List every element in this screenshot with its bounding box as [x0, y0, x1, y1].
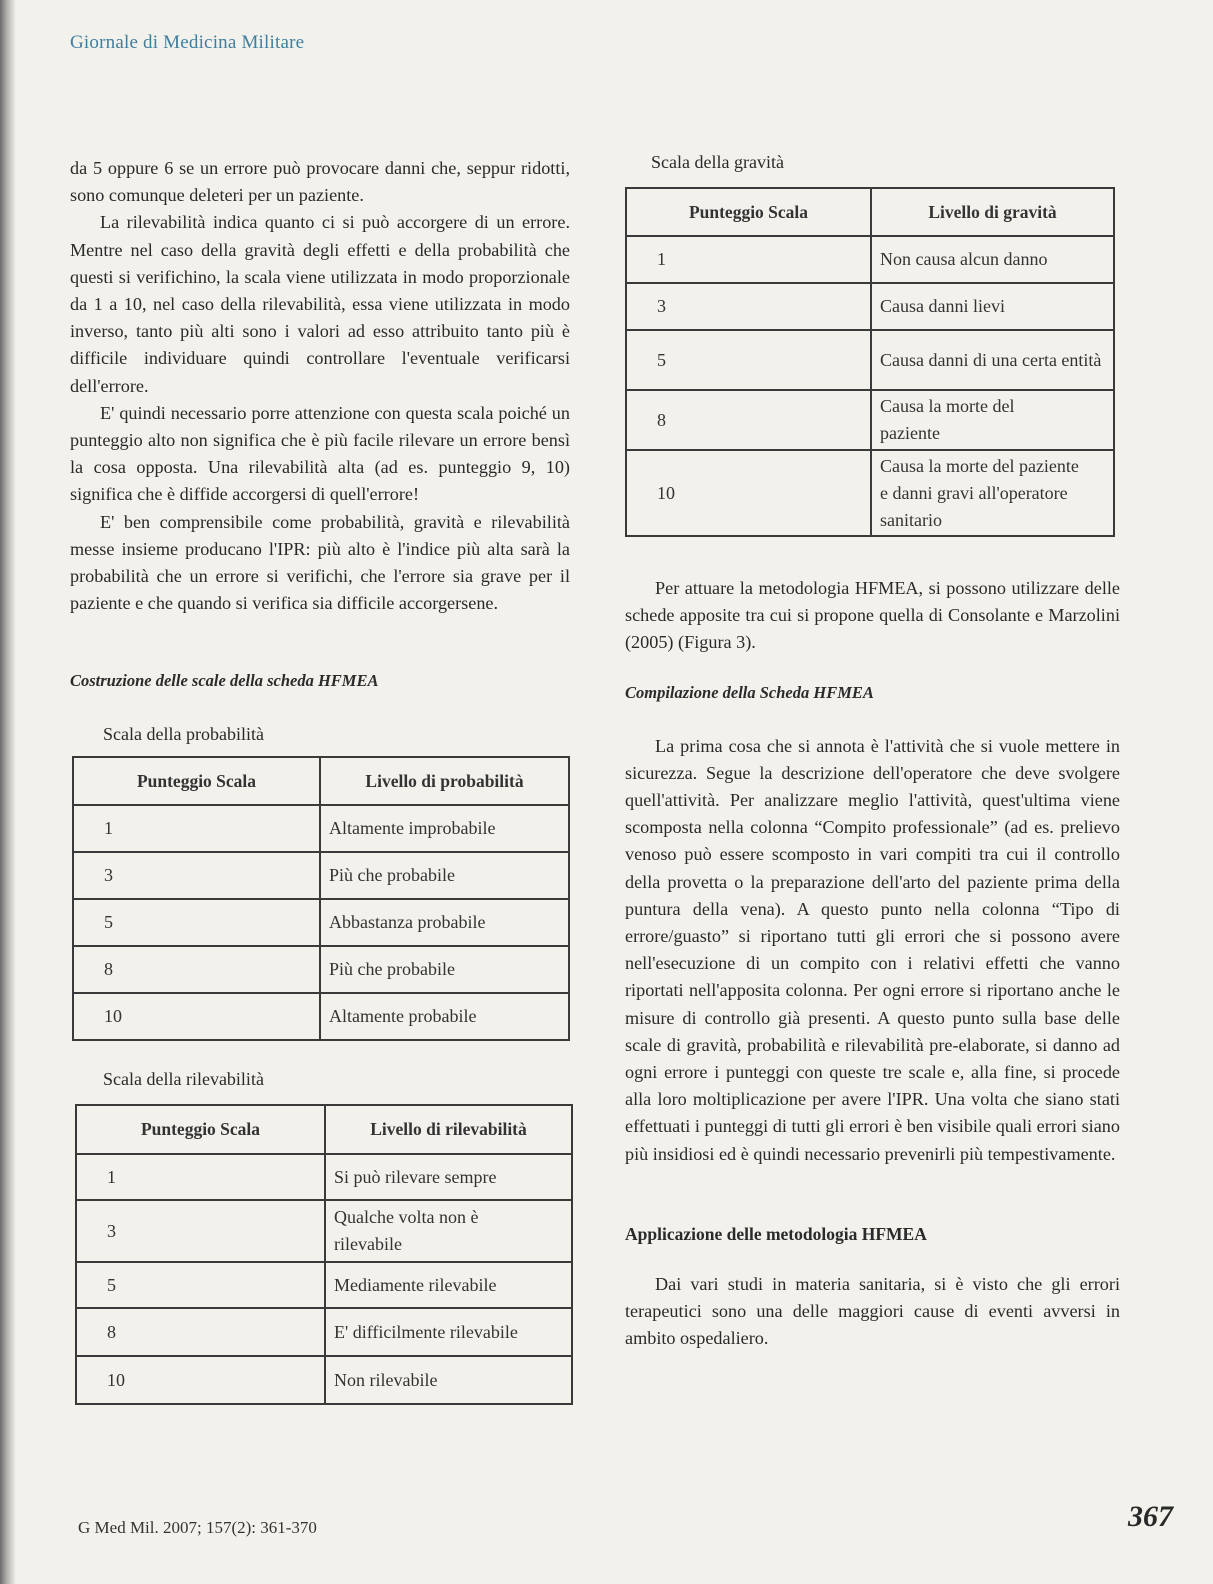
score-cell: 3	[626, 283, 871, 330]
level-cell: Causa la morte del paziente e danni gravi all'operatore sanitario	[871, 450, 1114, 536]
table-probabilita	[72, 756, 570, 1041]
journal-title: Giornale di Medicina Militare	[70, 32, 305, 53]
section-title-compilazione: Compilazione della Scheda HFMEA	[625, 682, 874, 702]
table-row	[73, 946, 569, 993]
level-cell: Si può rilevare sempre	[325, 1154, 572, 1200]
table-header-score: Punteggio Scala	[73, 757, 320, 805]
score-cell: 5	[626, 330, 871, 390]
level-cell: Non rilevabile	[325, 1356, 572, 1404]
level-cell: Causa danni di una certa entità	[871, 330, 1114, 390]
score-cell: 3	[73, 852, 320, 899]
level-cell: Altamente probabile	[320, 993, 569, 1040]
score-cell: 1	[626, 236, 871, 283]
score-cell: 8	[73, 946, 320, 993]
score-cell: 1	[73, 805, 320, 852]
score-cell: 8	[626, 390, 871, 450]
level-cell: Altamente improbabile	[320, 805, 569, 852]
page-binding-shadow	[0, 0, 16, 1584]
level-cell: Qualche volta non è rilevabile	[325, 1200, 572, 1262]
paragraph-applicazione: Dai vari studi in materia sanitaria, si è visto che gli errori terapeutici sono una delle maggiori cause di eventi avversi in ambito ospedaliero.	[625, 1273, 1120, 1349]
page-number: 367	[1128, 1500, 1173, 1533]
score-cell: 5	[76, 1262, 325, 1308]
right-column	[625, 152, 1120, 1352]
table-row	[626, 330, 1114, 390]
paragraph: La rilevabilità indica quanto ci si può accorgere di un errore. Mentre nel caso della gravità degli effetti e della probabilità che questi si verifichino, la scala viene utilizzata in modo proporzionale da 1 a 10, nel caso della rilevabilità, essa viene utilizzata in modo inverso, tanto più alti sono i valori ad esso attribuito tanto più è difficile individuare quindi controllare l'eventuale verificarsi dell'errore.	[70, 212, 570, 396]
section-title-applicazione: Applicazione delle metodologia HFMEA	[625, 1223, 927, 1244]
level-cell: E' difficilmente rilevabile	[325, 1308, 572, 1356]
table-header-score: Punteggio Scala	[76, 1105, 325, 1154]
table-row	[76, 1308, 572, 1356]
paragraph: E' quindi necessario porre attenzione con questa scala poiché un punteggio alto non significa che è più facile rilevare un errore bensì la cosa opposta. Una rilevabilità alta (ad es. punteggio 9, 10) significa che è diffide accorgersi di quell'errore!	[70, 402, 570, 505]
level-cell: Causa danni lievi	[871, 283, 1114, 330]
level-cell: Causa la morte del paziente	[871, 390, 1114, 450]
left-column	[70, 155, 570, 1405]
table-gravita	[625, 187, 1115, 537]
score-cell: 10	[626, 450, 871, 536]
table-row	[76, 1154, 572, 1200]
score-cell: 10	[73, 993, 320, 1040]
table-row	[76, 1200, 572, 1262]
table-header-level: Livello di probabilità	[320, 757, 569, 805]
table-rilevabilita	[75, 1104, 573, 1405]
level-cell: Non causa alcun danno	[871, 236, 1114, 283]
level-cell: Più che probabile	[320, 852, 569, 899]
paragraph: da 5 oppure 6 se un errore può provocare danni che, seppur ridotti, sono comunque deleteri per un paziente.	[70, 158, 570, 206]
score-cell: 10	[76, 1356, 325, 1404]
table-row	[76, 1356, 572, 1404]
table-row	[626, 283, 1114, 330]
paragraph-intro: Per attuare la metodologia HFMEA, si possono utilizzare delle schede apposite tra cui si propone quella di Consolante e Marzolini (2005) (Figura 3).	[625, 578, 1120, 653]
level-cell: Abbastanza probabile	[320, 899, 569, 946]
table-row	[73, 852, 569, 899]
table-row	[73, 805, 569, 852]
score-cell: 3	[76, 1200, 325, 1262]
section-title-costruzione: Costruzione delle scale della scheda HFMEA	[70, 671, 379, 691]
table-header-score: Punteggio Scala	[626, 188, 871, 236]
table-row	[626, 390, 1114, 450]
paragraph: E' ben comprensibile come probabilità, gravità e rilevabilità messe insieme producano l'IPR: più alto è l'indice più alta sarà la probabilità che un errore si verifichi, che l'errore sia grave per il paziente e che quando si verifica sia difficile accorgersene.	[70, 511, 570, 614]
level-cell: Mediamente rilevabile	[325, 1262, 572, 1308]
paragraph-compilazione: La prima cosa che si annota è l'attività che si vuole mettere in sicurezza. Segue la descrizione dell'operatore che deve svolgere quell'attività. Per analizzare meglio l'attività, quest'ultima viene scomposta nella colonna “Compito professionale” (ad es. prelievo venoso può essere scomposto in vari compiti tra cui il controllo della provetta o la preparazione dell'arto del paziente prima della puntura della vena). A questo punto nella colonna “Tipo di errore/guasto” si riportano tutti gli errori che si possono avere nell'esecuzione di un compito con i relativi effetti che vanno riportati nell'apposita colonna. Per ogni errore si riportano anche le misure di controllo già presenti. A questo punto sulla base delle scale di gravità, probabilità e rilevabilità pre-elaborate, si danno ad ogni errore i punteggi con queste tre scale e, alla fine, si procede alla loro moltiplicazione per avere l'IPR. Una volta che siano stati effettuati i punteggi di tutti gli errori è ben visibile quali errori siano più insidiosi ed è quindi necessario prevenirli più tempestivamente.	[625, 735, 1120, 1164]
level-cell: Più che probabile	[320, 946, 569, 993]
score-cell: 1	[76, 1154, 325, 1200]
table-row	[626, 450, 1114, 536]
footer-citation: G Med Mil. 2007; 157(2): 361-370	[78, 1518, 317, 1537]
table-caption-rilevabilita: Scala della rilevabilità	[103, 1069, 264, 1090]
table-header-level: Livello di gravità	[871, 188, 1114, 236]
table-row	[626, 236, 1114, 283]
score-cell: 8	[76, 1308, 325, 1356]
table-row	[76, 1262, 572, 1308]
score-cell: 5	[73, 899, 320, 946]
table-header-level: Livello di rilevabilità	[325, 1105, 572, 1154]
table-row	[73, 899, 569, 946]
table-row	[73, 993, 569, 1040]
table-caption-probabilita: Scala della probabilità	[103, 724, 264, 745]
table-caption-gravita: Scala della gravità	[651, 152, 784, 172]
